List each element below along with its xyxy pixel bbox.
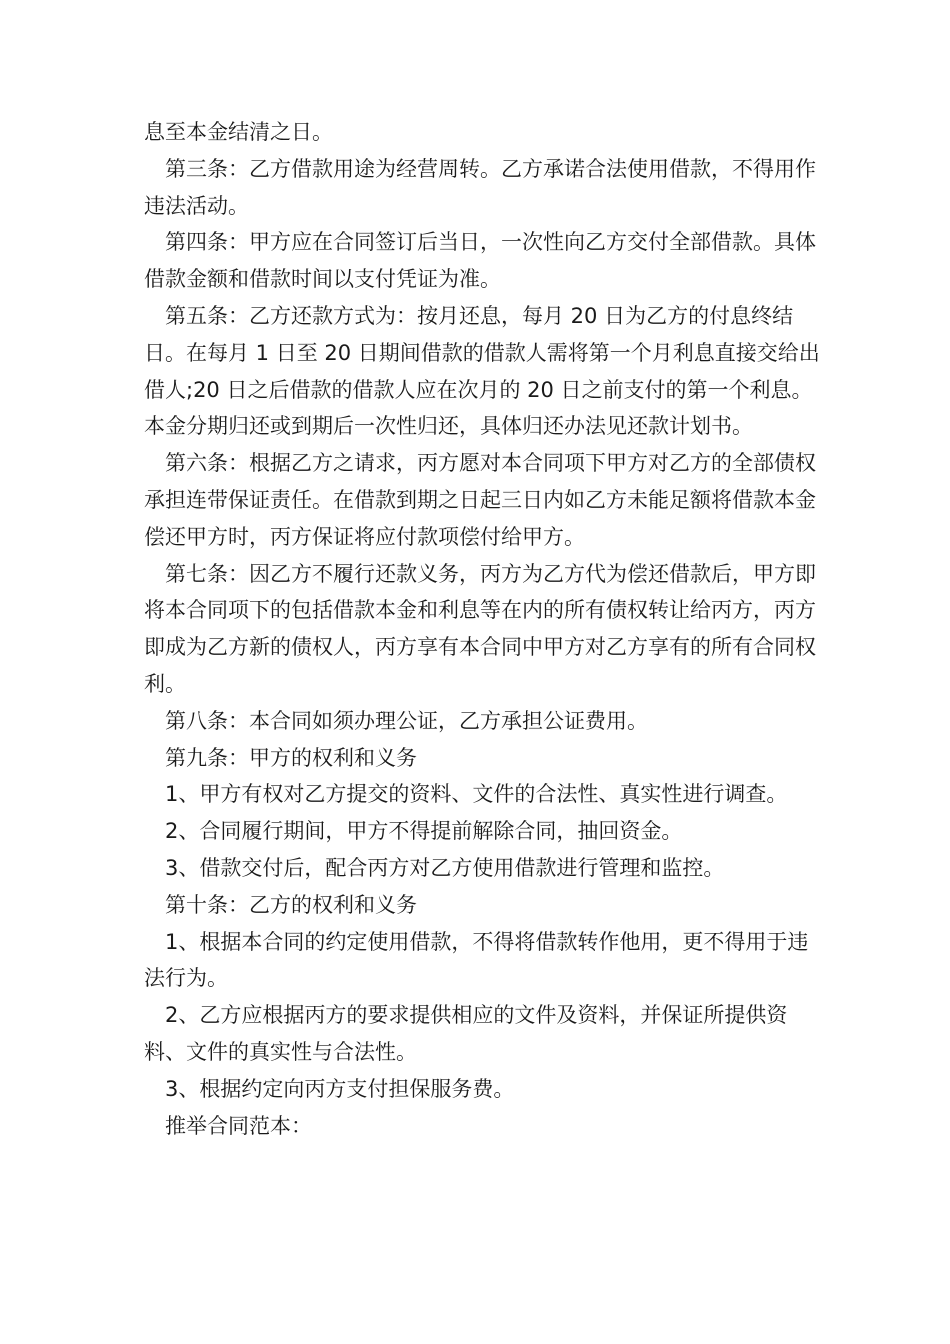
article-7: 第七条：因乙方不履行还款义务，丙方为乙方代为偿还借款后，甲方即将本合同项下的包括借款本金和利息等在内的所有债权转让给丙方，丙方即成为乙方新的债权人，丙方享有本合同中甲方对乙方享有的所有合同权利。	[144, 561, 816, 696]
article-10-item-3: 3、根据约定向丙方支付担保服务费。	[165, 1076, 515, 1101]
article-3: 第三条：乙方借款用途为经营周转。乙方承诺合法使用借款，不得用作违法活动。	[144, 156, 816, 218]
article-9-heading: 第九条：甲方的权利和义务	[165, 745, 417, 770]
article-6: 第六条：根据乙方之请求，丙方愿对本合同项下甲方对乙方的全部债权承担连带保证责任。在借款到期之日起三日内如乙方未能足额将借款本金偿还甲方时，丙方保证将应付款项偿付给甲方。	[144, 451, 816, 549]
article-9-item-1: 1、甲方有权对乙方提交的资料、文件的合法性、真实性进行调查。	[165, 782, 788, 807]
document-body	[144, 114, 824, 1144]
article-10-item-1: 1、根据本合同的约定使用借款，不得将借款转作他用，更不得用于违法行为。	[144, 929, 809, 991]
article-9-item-3: 3、借款交付后，配合丙方对乙方使用借款进行管理和监控。	[165, 855, 725, 880]
article-9-item-2: 2、合同履行期间，甲方不得提前解除合同，抽回资金。	[165, 819, 683, 844]
article-4: 第四条：甲方应在合同签订后当日，一次性向乙方交付全部借款。具体借款金额和借款时间以支付凭证为准。	[144, 230, 816, 292]
paragraph-continuation: 息至本金结清之日。	[144, 120, 333, 144]
recommended-templates-label: 推举合同范本：	[165, 1113, 312, 1138]
article-10-item-2: 2、乙方应根据丙方的要求提供相应的文件及资料，并保证所提供资料、文件的真实性与合法性。	[144, 1003, 788, 1064]
article-5: 第五条：乙方还款方式为：按月还息，每月 20 日为乙方的付息终结日。在每月 1 日至 20 日期间借款的借款人需将第一个月利息直接交给出借人;20 日之后借款的借款人应在次月的 20 日之前支付的第一个利息。本金分期归还或到期后一次性归还，具体归还办法见还款计划书。	[144, 303, 820, 439]
article-10-heading: 第十条：乙方的权利和义务	[165, 892, 417, 917]
article-8: 第八条：本合同如须办理公证，乙方承担公证费用。	[165, 708, 648, 733]
